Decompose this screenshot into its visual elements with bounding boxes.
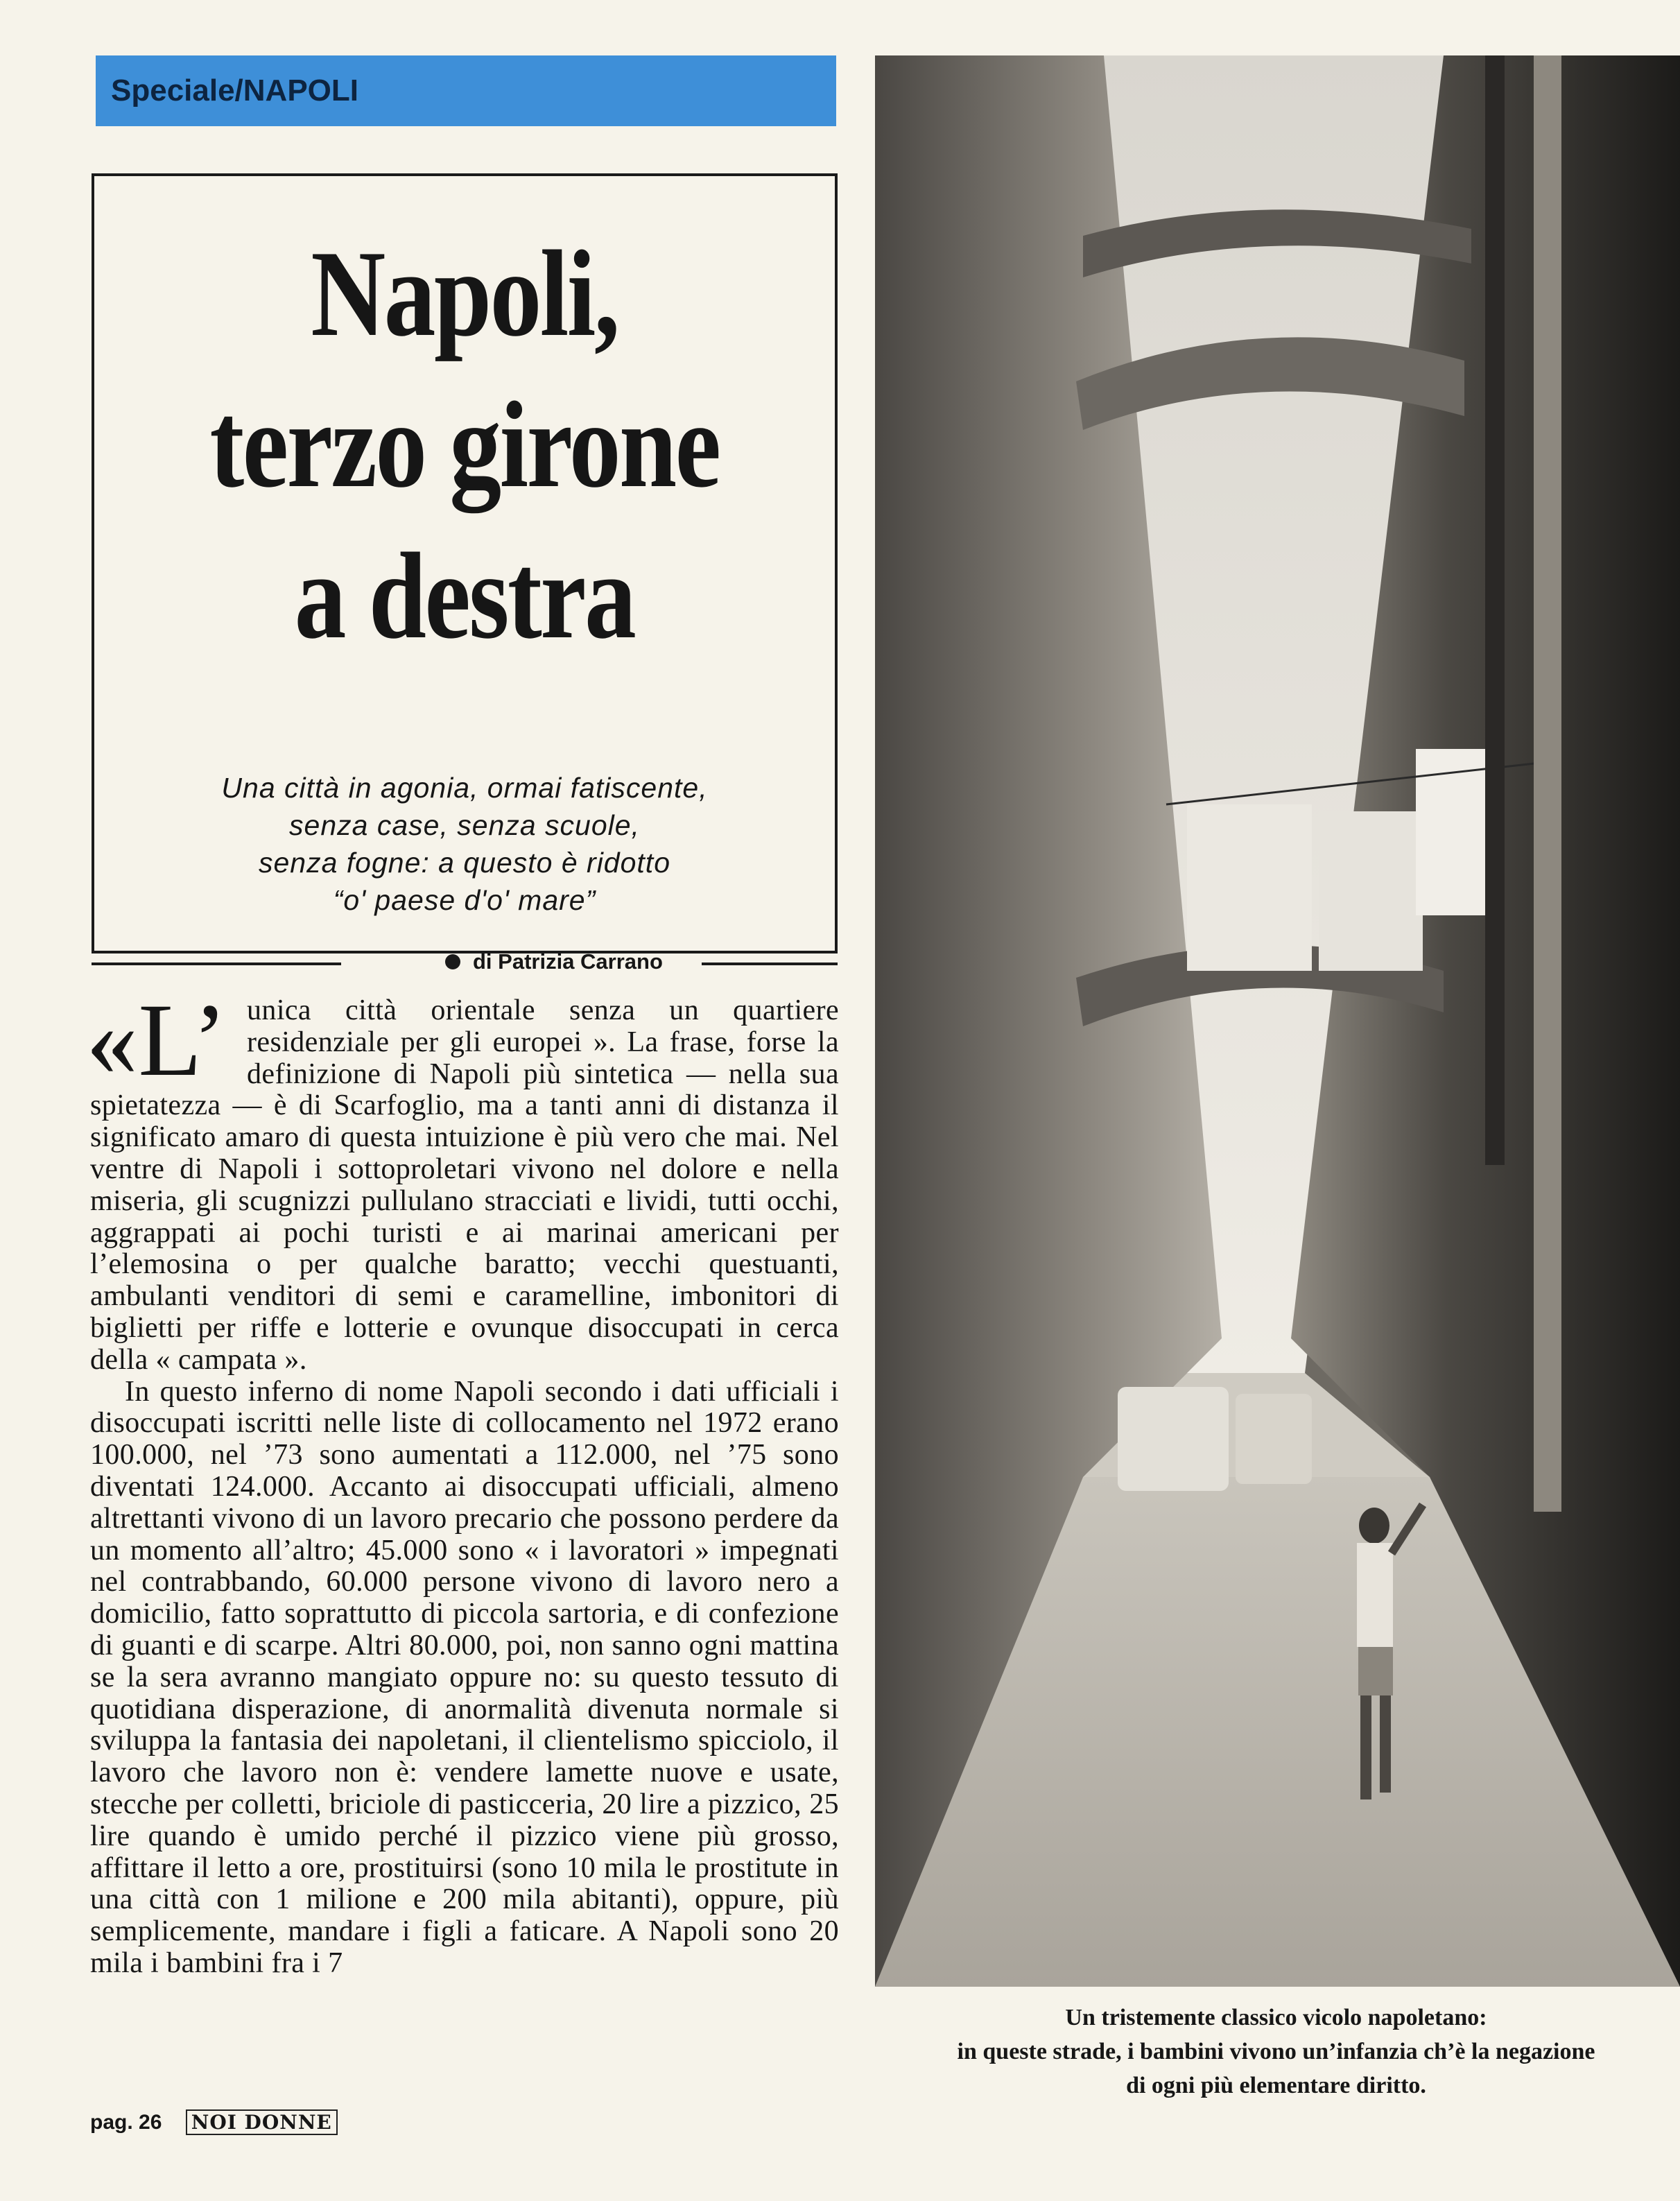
subtitle-line: Una città in agonia, ormai fatiscente, bbox=[221, 772, 708, 804]
byline bbox=[92, 949, 838, 974]
subtitle-line: senza fogne: a questo è ridotto bbox=[258, 847, 670, 879]
subtitle-line: senza case, senza scuole, bbox=[289, 809, 640, 841]
title-line: Napoli, bbox=[311, 225, 618, 362]
article-body bbox=[86, 983, 839, 1980]
photo-caption bbox=[872, 2001, 1680, 2103]
caption-line: in queste strade, i bambini vivono un’infanzia ch’è la negazione bbox=[957, 2039, 1595, 2064]
paragraph bbox=[86, 983, 839, 1376]
article-title bbox=[153, 218, 775, 671]
magazine-logo: NOI DONNE bbox=[186, 2109, 338, 2135]
caption-line: di ogni più elementare diritto. bbox=[1126, 2073, 1426, 2098]
caption-line: Un tristemente classico vicolo napoletano: bbox=[1065, 2005, 1487, 2030]
page-number: pag. 26 bbox=[90, 2111, 162, 2134]
section-tag bbox=[96, 55, 836, 126]
page-footer bbox=[90, 2109, 338, 2135]
byline-rule-right bbox=[702, 963, 838, 965]
street-photo bbox=[875, 55, 1680, 1987]
section-tag-label: Speciale/NAPOLI bbox=[111, 74, 359, 107]
title-line: a destra bbox=[294, 527, 635, 664]
byline-rule-left bbox=[92, 963, 341, 965]
bullet-icon bbox=[445, 954, 460, 969]
article-subtitle bbox=[94, 769, 835, 919]
drop-cap: «L’ bbox=[86, 983, 228, 1098]
paragraph-text: unica città orientale senza un quartiere residenziale per gli europei ». La frase, forse la definizione di Napoli più sintetica — nella sua spietatezza — è di Scarfoglio, ma a tanti anni di distanza il significato amaro di questa intuizione è più vero che mai. Nel ventre di Napoli i sottoproletari vivono nel dolore e nella miseria, gli scugnizzi pullulano stracciati e lividi, tutti occhi, aggrappati ai pochi turisti e ai marinai americani per l’elemosina o per qualche baratto; vecchi questuanti, ambulanti venditori di semi e caramelline, imbonitori di biglietti per riffe e lotterie e ovunque disoccupati in cerca della « campata ». bbox=[90, 994, 839, 1376]
author-name: di Patrizia Carrano bbox=[473, 949, 663, 974]
alley-photo-illustration bbox=[875, 55, 1680, 1987]
title-box bbox=[92, 173, 838, 953]
title-line: terzo girone bbox=[209, 376, 720, 513]
subtitle-line: “o' paese d'o' mare” bbox=[333, 884, 596, 916]
paragraph: In questo inferno di nome Napoli secondo i dati ufficiali i disoccupati iscritti nelle liste di collocamento nel 1972 erano 100.000, nel ’73 sono aumentati a 112.000, nel ’75 sono diventati 124.000. Accanto ai disoccupati ufficiali, almeno altrettanti vivono di un lavoro precario che possono perdere da un momento all’altro; 45.000 sono « i lavoratori » impegnati nel contrabbando, 60.000 persone vivono di lavoro nero a domicilio, fatto soprattutto di piccola sartoria, e di confezione di guanti e di scarpe. Altri 80.000, poi, non sanno ogni mattina se la sera avranno mangiato oppure no: su questo tessuto di quotidiana disperazione, di anormalità divenuta normale si sviluppa la fantasia dei napoletani, il clientelismo spicciolo, il lavoro che lavoro non è: vendere lamette nuove e usate, stecche per colletti, briciole di pasticceria, 20 lire a pizzico, 25 lire quando è umido perché il pizzico viene più grosso, affittare il letto a ore, prostituirsi (sono 10 mila le prostitute in una città con 1 milione e 200 mila abitanti), oppure, più semplicemente, mandare i figli a faticare. A Napoli sono 20 mila i bambini fra i 7 bbox=[90, 1375, 839, 1979]
